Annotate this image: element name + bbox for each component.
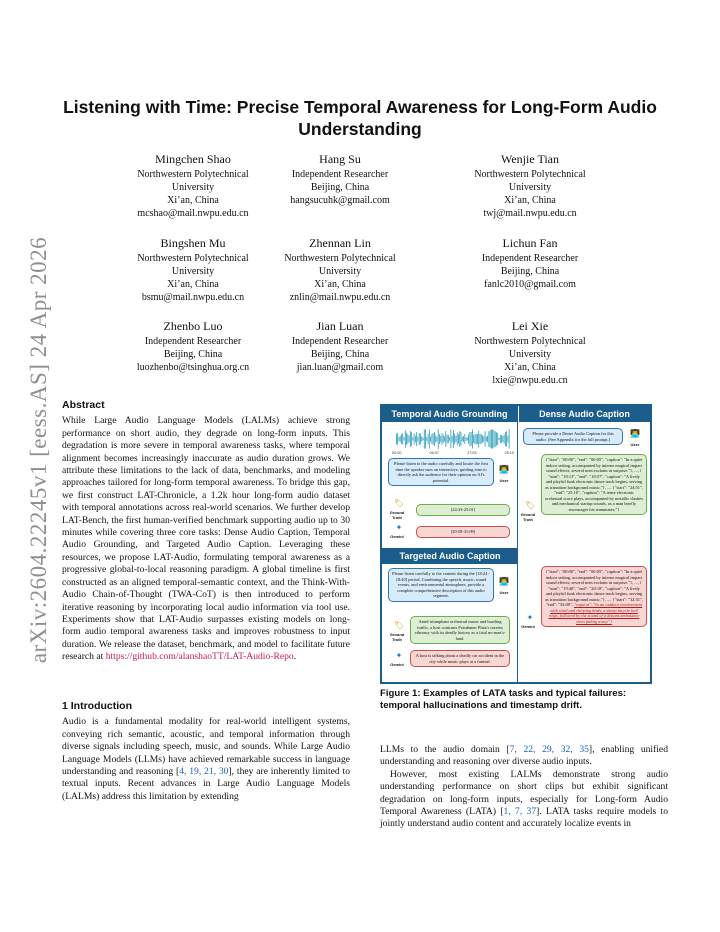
author-affiliation-line: mcshao@mail.nwpu.edu.cn [137, 208, 249, 219]
waveform-bar [450, 430, 451, 449]
waveform-bar [507, 436, 508, 443]
waveform-bar [469, 432, 470, 446]
author-name: Lei Xie [511, 319, 549, 333]
waveform-bar [420, 434, 421, 445]
waveform-bar [468, 434, 469, 443]
waveform-bar [491, 429, 492, 448]
author-affiliation-line: University [508, 349, 552, 360]
waveform-bar [439, 434, 440, 444]
waveform-bar [502, 436, 503, 442]
user-icon: 👨‍💻 [499, 577, 509, 586]
waveform-bar [407, 434, 408, 443]
author-block [245, 152, 435, 207]
waveform-bar [414, 434, 415, 445]
tac-gt-bubble: Amid triumphant orchestral music and bustling traffic, a host contrasts Potsdamer Platz's current vibrancy with its deadly history as a fatal no-man's-land. [410, 616, 510, 644]
waveform-bar [434, 432, 435, 446]
intro-paragraph: LLMs to the audio domain [7, 22, 29, 32, 35], enabling unified understanding and reasoning over diverse audio inputs. [380, 744, 668, 768]
waveform-bar [431, 434, 432, 444]
tac-prompt-bubble: Please listen carefully to the content during the [18:24 - 18:40] period. Combining the speech, music, sound events, and environmental atmosphere, provide a complete comprehensive description of this audio segment. [388, 568, 494, 602]
waveform-bar [473, 435, 474, 443]
waveform-bar [428, 434, 429, 444]
user-label: User [499, 590, 509, 595]
waveform-bar [411, 432, 412, 446]
waveform-bar [421, 436, 422, 441]
intro-section [62, 700, 350, 803]
author-affiliation-line: Northwestern Polytechnical [474, 336, 586, 347]
waveform-bar [437, 436, 438, 441]
waveform-bar [425, 429, 426, 448]
tac-gemini-bubble: A host is talking about a deadly car accident in the city while music plays at a funeral. [410, 650, 510, 667]
citation[interactable]: 1, 7, 37 [503, 806, 537, 818]
author-affiliation-line: bsmu@mail.nwpu.edu.cn [141, 292, 245, 303]
waveform-bar [500, 435, 501, 443]
waveform-bar [444, 437, 445, 442]
waveform-bar [466, 437, 467, 441]
waveform-bar [443, 435, 444, 443]
waveform-bar [405, 430, 406, 448]
waveform-bar [456, 436, 457, 442]
waveform-bar [402, 433, 403, 444]
user-icon: 👨‍💻 [499, 465, 509, 474]
author-name: Zhenbo Luo [163, 319, 223, 333]
author-name: Mingchen Shao [155, 152, 231, 166]
author-affiliation-line: University [171, 266, 215, 277]
waveform-bar [458, 434, 459, 443]
waveform-bar [495, 431, 496, 446]
ground-truth-icon: 🏷 [524, 501, 536, 510]
author-affiliation-line: Independent Researcher [481, 253, 579, 264]
waveform-bar [481, 434, 482, 444]
waveform-bar [401, 434, 402, 444]
author-name: Jian Luan [316, 319, 364, 333]
author-affiliation-line: Independent Researcher [291, 336, 389, 347]
tac-header: Targeted Audio Caption [382, 548, 518, 564]
author-name: Bingshen Mu [160, 236, 226, 250]
tag-gemini-bubble: [29:58-31:09] [416, 526, 510, 538]
author-block [245, 319, 435, 374]
author-affiliation-line: Xi’an, China [504, 362, 556, 373]
waveform-bar [423, 438, 424, 441]
author-name: Zhennan Lin [309, 236, 371, 250]
figure-right-panel [519, 406, 650, 682]
waveform-bar [464, 434, 465, 444]
waveform-bar [467, 438, 468, 441]
waveform-bar [486, 437, 487, 441]
author-name: Hang Su [319, 152, 361, 166]
tag-header: Temporal Audio Grounding [382, 406, 517, 422]
author-affiliation-line: University [508, 182, 552, 193]
waveform-bar [461, 432, 462, 446]
waveform-bar [490, 430, 491, 447]
waveform-bar [472, 429, 473, 448]
waveform-bar [396, 434, 397, 445]
gemini-label: Gemini [521, 624, 535, 629]
waveform-bar [412, 437, 413, 440]
waveform-bar [433, 433, 434, 445]
ground-truth-label: Ground Truth [389, 632, 405, 642]
intro-paragraph: However, most existing LALMs demonstrate strong audio understanding performance on short clips but exhibit significant degradation on long-form inputs, especially for Long-form Audio Temporal Awareness (LATA) [1, 7, 37]. LATA tasks require models to jointly understand audio content and accurately localize events in [380, 768, 668, 830]
figure-1 [380, 404, 652, 684]
waveform-bar [505, 432, 506, 446]
author-affiliation-line: Northwestern Polytechnical [284, 253, 396, 264]
ground-truth-icon: 🏷 [393, 621, 405, 630]
waveform-bar [404, 437, 405, 440]
waveform-bar [475, 434, 476, 444]
waveform-bar [424, 430, 425, 449]
waveform-bar [445, 431, 446, 447]
waveform-bar [496, 432, 497, 446]
paper-title: Listening with Time: Precise Temporal Awareness for Long-Form Audio Understanding [63, 97, 657, 139]
author-block [435, 319, 625, 387]
waveform-bar [449, 437, 450, 440]
citation[interactable]: 4, 19, 21, 30 [179, 766, 229, 778]
gemini-label: Gemini [390, 534, 404, 539]
waveform-bar [400, 436, 401, 442]
author-affiliation-line: Northwestern Polytechnical [137, 169, 249, 180]
waveform-bar [477, 434, 478, 444]
gemini-label: Gemini [390, 662, 404, 667]
waveform-bar [457, 433, 458, 446]
author-affiliation-line: University [171, 182, 215, 193]
waveform-bar [410, 431, 411, 447]
waveform-bar [504, 434, 505, 443]
repo-link[interactable]: https://github.com/alanshaoTT/LAT-Audio-Repo [105, 651, 294, 663]
intro-heading: 1 Introduction [62, 700, 132, 712]
author-affiliation-line: Xi’an, China [504, 195, 556, 206]
gemini-icon: ✦ [395, 523, 403, 532]
author-affiliation-line: University [318, 266, 362, 277]
waveform-bar [463, 436, 464, 442]
abstract-heading: Abstract [62, 399, 105, 411]
waveform-bar [499, 438, 500, 440]
abstract-section [62, 399, 350, 664]
waveform-bar [416, 432, 417, 446]
intro-continued [380, 744, 668, 831]
figure-caption: Figure 1: Examples of LATA tasks and typical failures: temporal hallucinations and timestamp drift. [380, 688, 627, 712]
waveform-bar [487, 436, 488, 443]
author-affiliation-line: Northwestern Polytechnical [474, 169, 586, 180]
dac-gt-bubble: {"start": "00:00", "end": "00:05", "caption": "In a quiet indoor setting, accompanied by intense magical impact sound effects, several men exclaim in surprise."}, ..., { "start": "18:13", "end": "18:57", "caption": "A lively and playful funk electronic dance track begins, serving as transition background music."}, ..., {"start": "24:51", "end": "25:18", "caption": "A tense electronic orchestral score plays, accompanied by metallic clashes and mechanical startup sounds, as a man briefly encourages his teammates."} [541, 454, 647, 515]
dac-header: Dense Audio Caption [519, 406, 650, 422]
gemini-icon: ✦ [395, 651, 403, 660]
waveform-bar [494, 430, 495, 447]
author-affiliation-line: hangsucuhk@gmail.com [290, 195, 390, 206]
author-affiliation-line: Beijing, China [500, 266, 560, 277]
waveform-bar [453, 430, 454, 448]
waveform-bar [418, 437, 419, 442]
author-block [245, 236, 435, 304]
author-name: Lichun Fan [502, 236, 558, 250]
intro-paragraph: Audio is a fundamental modality for real-world intelligent systems, conveying rich semantic, acoustic, and temporal information through diverse signals including speech, music, and sounds. While Large Audio Language Models (LLMs) have achieved remarkable success in language understanding and reasoning [4, 19, 21, 30], they are inherently limited to textual inputs. Recent advances in Large Audio Language Models (LALMs) address this limitation by extending [62, 716, 351, 802]
author-affiliation-line: lxie@nwpu.edu.cn [492, 375, 568, 386]
user-icon: 👨‍💻 [630, 429, 640, 438]
author-affiliation-line: twj@mail.nwpu.edu.cn [483, 208, 577, 219]
author-block [435, 236, 625, 291]
user-label: User [499, 478, 509, 483]
ground-truth-icon: 🏷 [393, 499, 405, 508]
author-affiliation-line: Beijing, China [310, 349, 370, 360]
waveform-bar [409, 435, 410, 442]
waveform-bar [482, 436, 483, 443]
author-affiliation-line: Northwestern Polytechnical [137, 253, 249, 264]
tag-gt-bubble: [24:33-25:01] [416, 504, 510, 516]
waveform-bar [415, 436, 416, 442]
waveform-bar [476, 434, 477, 445]
waveform-bar [429, 429, 430, 448]
waveform-bar [478, 430, 479, 447]
author-block [435, 152, 625, 220]
abstract-body: While Large Audio Language Models (LALMs) achieve strong performance on short audio, they degrade on long-form inputs. This degradation is more severe in temporal awareness tasks, where temporal alignment becomes increasingly inaccurate as audio duration grows. We attribute these limitations to the lack of data, benchmarks, and modeling approaches tailored for long-form temporal awareness. To bridge this gap, we first construct LAT-Chronicle, a 1.2k hour long-form audio dataset with temporal annotations across real-world scenarios. We further develop LAT-Bench, the first human-verified benchmark supporting audio up to 30 minutes while covering three core tasks: Dense Audio Caption, Temporal Audio Grounding, and Targeted Audio Caption. Leveraging these resources, we propose LAT-Audio, formulating temporal awareness as a progressive global-to-local reasoning paradigm. A global timeline is first constructed as an aligned temporal-semantic context, and the Think-With-Audio Chain-of-Thought (TWA-CoT) is then introduced to perform iterative reasoning by incorporating local audio information via tool use. Experiments show that LAT-Audio surpasses existing models on long-form audio temporal awareness tasks and improves robustness to input duration. We release the dataset, benchmark, and model to facilitate future research at https://github.com/alanshaoTT/LAT-Audio-Repo. [62, 415, 350, 663]
author-affiliation-line: Xi’an, China [314, 279, 366, 290]
waveform-bar [501, 435, 502, 443]
ground-truth-label: Ground Truth [389, 510, 405, 520]
author-affiliation-line: fanlc2010@gmail.com [484, 279, 576, 290]
waveform-bar [397, 433, 398, 445]
waveform-bar [485, 431, 486, 446]
user-label: User [630, 442, 640, 447]
author-affiliation-line: luozhenbo@tsinghua.org.cn [136, 362, 250, 373]
waveform-bar [480, 434, 481, 444]
timeline-ticks: 00:00 06:37 17:03 25:10 [392, 451, 514, 455]
waveform-bar [506, 431, 507, 446]
author-affiliation-line: Independent Researcher [291, 169, 389, 180]
author-affiliation-line: Independent Researcher [144, 336, 242, 347]
dac-prompt-bubble: Please provide a Dense Audio Caption for this audio. (See Appendix for the full prompt.) [523, 428, 623, 445]
ground-truth-label: Ground Truth [520, 512, 536, 522]
waveform-bar [483, 436, 484, 442]
waveform-icon [396, 428, 510, 450]
waveform-bar [419, 433, 420, 445]
hallucinated-caption: "caption": "In an outdoor environment with wind and chirping birds, a sharp bicycle bell rings, followed by the sound of a distant ambulance siren fading away."} [548, 602, 643, 624]
waveform-bar [447, 435, 448, 443]
waveform-bar [426, 437, 427, 441]
dac-gemini-bubble: {"start": "00:00", "end": "00:05", "caption": "In a quiet indoor setting, accompanied by intense magical impact sound effects, several men exclaim in surprise."}, ..., { "start": "19:40", "end": "20:18", "caption": "A lively and playful funk electronic dance track begins, serving as transition background music."}, ..., {"start": "32:31", "end": "33:08", "caption": "In an outdoor environment with wind and chirping birds, a sharp bicycle bell rings, followed by the sound of a distant ambulance siren fading away."} [541, 566, 647, 627]
author-affiliation-line: Beijing, China [163, 349, 223, 360]
figure-left-panel [382, 406, 518, 682]
waveform-bar [440, 436, 441, 442]
waveform-bar [471, 432, 472, 446]
arxiv-stamp: arXiv:2604.22245v1 [eess.AS] 24 Apr 2026 [26, 236, 51, 664]
author-affiliation-line: Xi’an, China [167, 279, 219, 290]
waveform-bar [492, 430, 493, 449]
waveform-bar [406, 433, 407, 446]
citation[interactable]: 7, 22, 29, 32, 35 [509, 744, 589, 755]
waveform-bar [459, 431, 460, 447]
waveform-bar [448, 435, 449, 443]
waveform-bar [509, 429, 510, 448]
author-affiliation-line: Xi’an, China [167, 195, 219, 206]
author-affiliation-line: Beijing, China [310, 182, 370, 193]
author-affiliation-line: znlin@mail.nwpu.edu.cn [289, 292, 391, 303]
gemini-icon: ✦ [526, 613, 534, 622]
author-affiliation-line: jian.luan@gmail.com [296, 362, 384, 373]
author-name: Wenjie Tian [500, 152, 560, 166]
waveform-bar [497, 433, 498, 445]
waveform-bar [435, 435, 436, 442]
waveform-bar [452, 436, 453, 442]
waveform-bar [488, 431, 489, 447]
waveform-bar [442, 433, 443, 445]
waveform-bar [454, 434, 455, 444]
waveform-bar [430, 436, 431, 441]
waveform-bar [438, 429, 439, 449]
tag-prompt-bubble: Please listen to the audio carefully and locate the first time the speaker uses an interactive, guiding tone to directly ask the audience for their opinion on AI's potential. [388, 458, 494, 486]
waveform-bar [462, 437, 463, 441]
waveform-bar [399, 437, 400, 441]
